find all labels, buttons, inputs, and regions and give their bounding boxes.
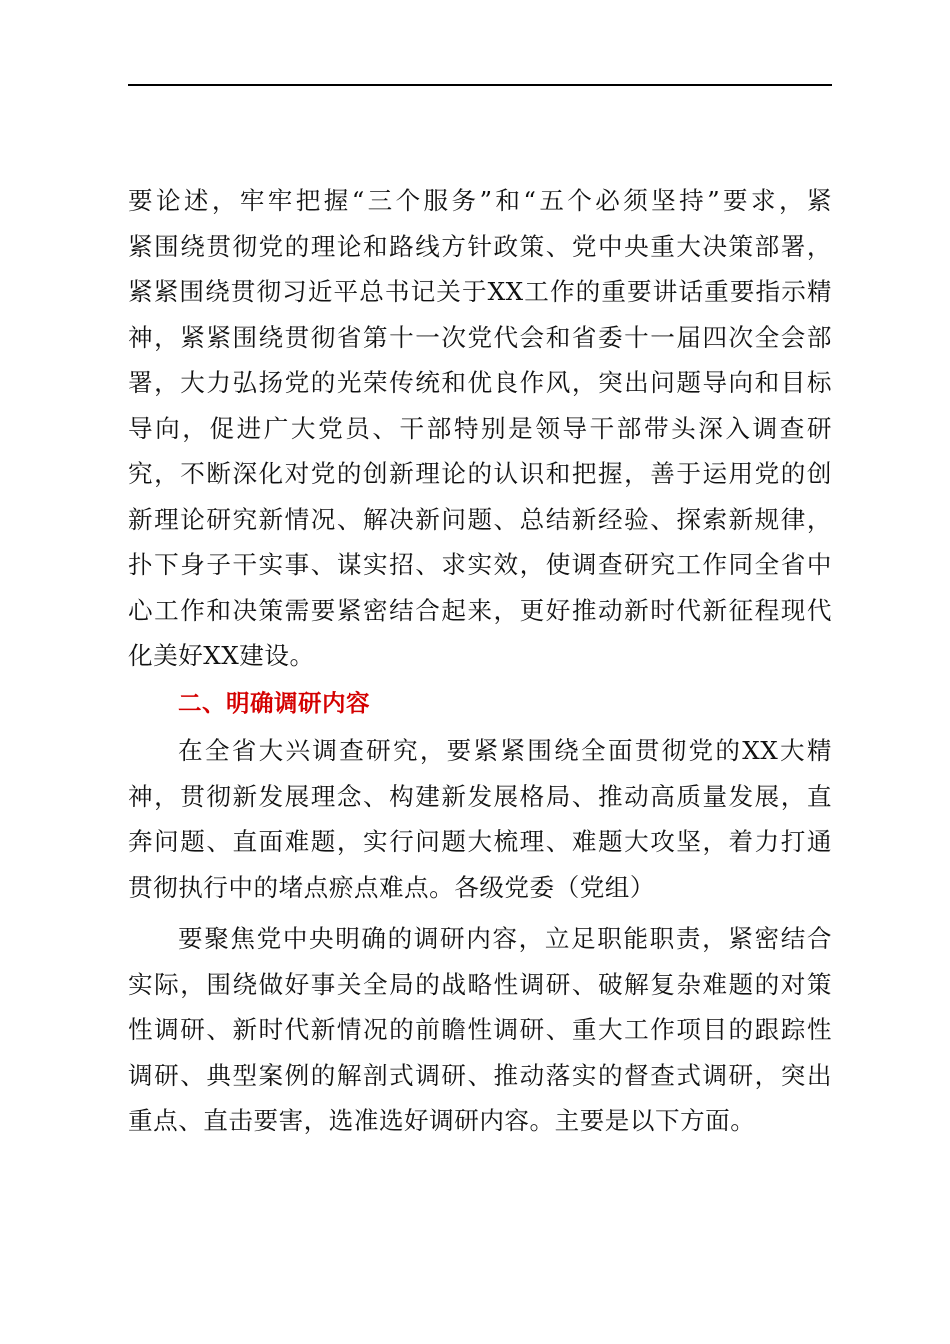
- text-line: 奔问题、直面难题，实行问题大梳理、难题大攻坚，着力打通: [128, 827, 832, 856]
- text-line: 化美好XX建设。: [128, 641, 315, 670]
- paragraph-1: [128, 178, 832, 679]
- text-line: 心工作和决策需要紧密结合起来，更好推动新时代新征程现代: [128, 595, 832, 625]
- text-line: 神，贯彻新发展理念、构建新发展格局、推动高质量发展，直: [128, 781, 832, 811]
- text-line: 署，大力弘扬党的光荣传统和优良作风，突出问题导向和目标: [128, 368, 832, 397]
- text-line: 重点、直击要害，选准选好调研内容。主要是以下方面。: [128, 1106, 756, 1135]
- text-line: 性调研、新时代新情况的前瞻性调研、重大工作项目的跟踪性: [128, 1015, 832, 1044]
- paragraph-2: [128, 728, 832, 910]
- paragraph-3: [128, 916, 832, 1144]
- text-line: 紧围绕贯彻党的理论和路线方针政策、党中央重大决策部署，: [128, 231, 832, 261]
- text-line: 实际，围绕做好事关全局的战略性调研、破解复杂难题的对策: [128, 969, 832, 999]
- text-line: 新理论研究新情况、解决新问题、总结新经验、探索新规律，: [128, 504, 832, 534]
- section-heading: 二、明确调研内容: [178, 688, 370, 717]
- text-line: 导向，促进广大党员、干部特别是领导干部带头深入调查研: [128, 413, 832, 443]
- document-body: [128, 178, 832, 1144]
- text-line: 要聚焦党中央明确的调研内容，立足职能职责，紧密结合: [178, 924, 832, 953]
- text-line: 究，不断深化对党的创新理论的认识和把握，善于运用党的创: [128, 459, 832, 488]
- text-line: 扑下身子干实事、谋实招、求实效，使调查研究工作同全省中: [128, 550, 832, 579]
- text-line: 要论述，牢牢把握“三个服务”和“五个必须坚持”要求，紧: [128, 186, 832, 215]
- text-line: 紧紧围绕贯彻习近平总书记关于XX工作的重要讲话重要指示精: [128, 277, 832, 306]
- text-line: 贯彻执行中的堵点瘀点难点。各级党委（党组）: [128, 872, 655, 902]
- header-rule: [128, 84, 832, 86]
- text-line: 神，紧紧围绕贯彻省第十一次党代会和省委十一届四次全会部: [128, 322, 832, 352]
- text-line: 调研、典型案例的解剖式调研、推动落实的督查式调研，突出: [128, 1060, 832, 1090]
- text-line: 在全省大兴调查研究，要紧紧围绕全面贯彻党的XX大精: [178, 736, 832, 765]
